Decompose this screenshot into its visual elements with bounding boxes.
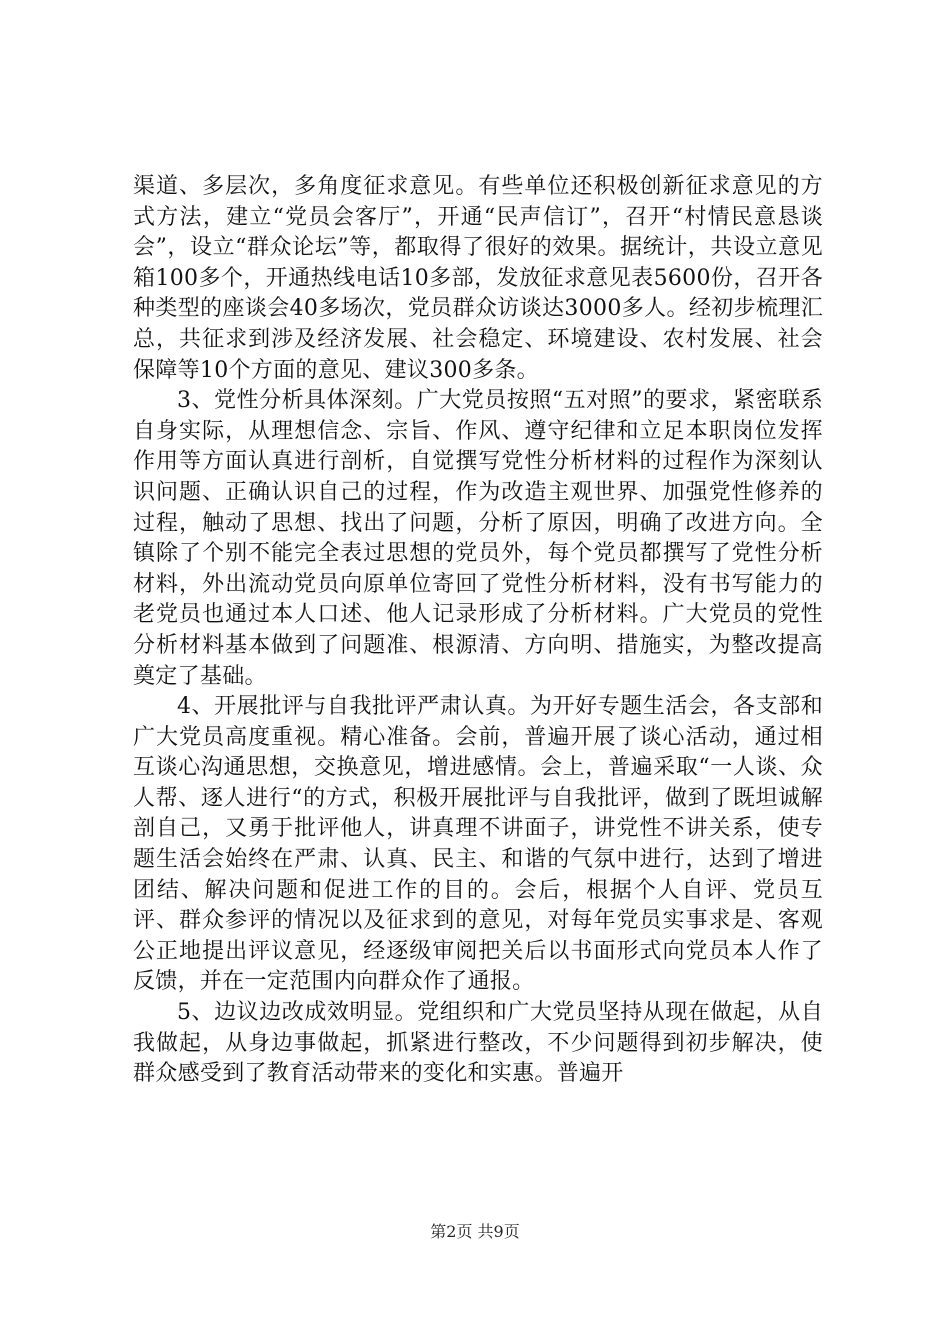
paragraph-rectification: 5、边议边改成效明显。党组织和广大党员坚持从现在做起，从自我做起，从身边事做起，抓紧进行整改，不少问题得到初步解决，使群众感受到了教育活动带来的变化和实惠。普遍开 [133, 1000, 823, 1087]
document-body [133, 172, 823, 1090]
page-footer: 第2页 共9页 [430, 1222, 520, 1241]
paragraph-party-analysis: 3、党性分析具体深刻。广大党员按照“五对照”的要求，紧密联系自身实际，从理想信念、宗旨、作风、遵守纪律和立足本职岗位发挥作用等方面认真进行剖析，自觉撰写党性分析材料的过程作为深刻认识问题、正确认识自己的过程，作为改造主观世界、加强党性修养的过程，触动了思想、找出了问题，分析了原因，明确了改进方向。全镇除了个别不能完全表过思想的党员外，每个党员都撰写了党性分析材料，外出流动党员向原单位寄回了党性分析材料，没有书写能力的老党员也通过本人口述、他人记录形成了分析材料。广大党员的党性分析材料基本做到了问题准、根源清、方向明、措施实，为整改提高奠定了基础。 [133, 388, 823, 689]
paragraph-continuation: 渠道、多层次，多角度征求意见。有些单位还积极创新征求意见的方式方法，建立“党员会客厅”，开通“民声信订”，召开“村情民意恳谈会”，设立“群众论坛”等，都取得了很好的效果。据统计，共设立意见箱100多个，开通热线电话10多部，发放征求意见表5600份，召开各种类型的座谈会40多场次，党员群众访谈达3000多人。经初步梳理汇总，共征求到涉及经济发展、社会稳定、环境建设、农村发展、社会保障等10个方面的意见、建议300多条。 [133, 174, 823, 383]
paragraph-criticism: 4、开展批评与自我批评严肃认真。为开好专题生活会，各支部和广大党员高度重视。精心准备。会前，普遍开展了谈心活动，通过相互谈心沟通思想，交换意见，增进感情。会上，普遍采取“一人谈、众人帮、逐人进行“的方式，积极开展批评与自我批评，做到了既坦诚解剖自己，又勇于批评他人，讲真理不讲面子，讲党性不讲关系，使专题生活会始终在严肃、认真、民主、和谐的气氛中进行，达到了增进团结、解决问题和促进工作的目的。会后，根据个人自评、党员互评、群众参评的情况以及征求到的意见，对每年党员实事求是、客观公正地提出评议意见，经逐级审阅把关后以书面形式向党员本人作了反馈，并在一定范围内向群众作了通报。 [133, 694, 823, 995]
